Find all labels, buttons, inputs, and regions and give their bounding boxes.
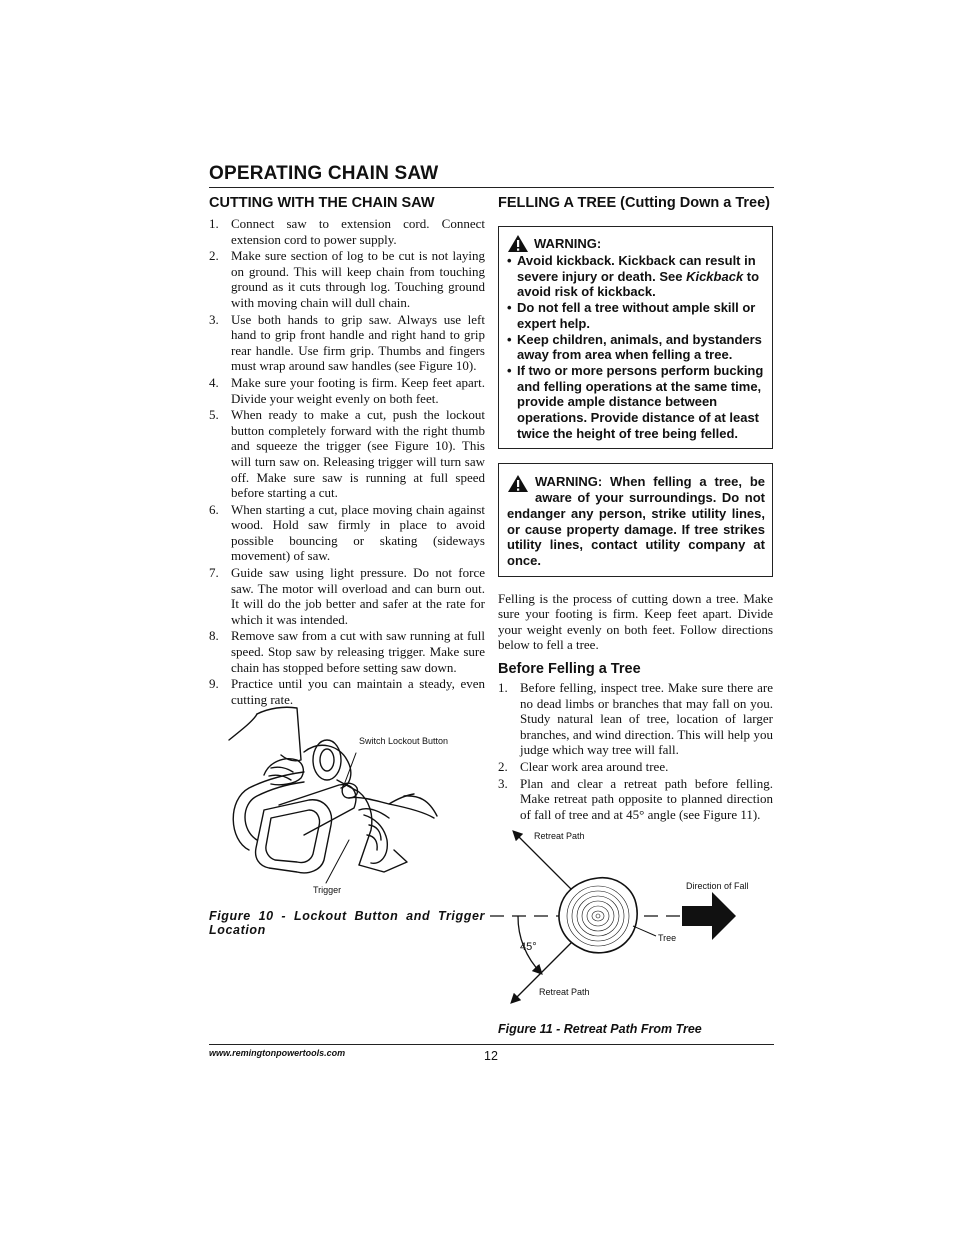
trigger-label: Trigger bbox=[313, 885, 342, 895]
list-item: 3. Use both hands to grip saw. Always use left hand to grip front handle and right hand to grip rear handle. Use firm grip. Thumbs and fingers must wrap around saw handles (see Figure 10). bbox=[209, 311, 485, 374]
list-item: 5. When ready to make a cut, push the lockout button completely forward with the right thumb and squeeze the trigger (see Figure 10). This will turn saw on. Releasing trigger will turn saw off. Make sure saw is running at full speed before starting a cut. bbox=[209, 407, 485, 501]
warning-label: WARNING: bbox=[534, 235, 602, 251]
figure-11-retreat-diagram bbox=[490, 828, 774, 1013]
list-item: 6. When starting a cut, place moving chain against wood. Hold saw firmly in place to avoid possible bouncing or skating (sideways movement) of saw. bbox=[209, 501, 485, 564]
title-rule bbox=[209, 187, 774, 188]
direction-of-fall-arrow bbox=[682, 892, 736, 940]
felling-heading: FELLING A TREE (Cutting Down a Tree) bbox=[498, 195, 771, 211]
footer-rule bbox=[209, 1044, 774, 1045]
right-column bbox=[498, 194, 773, 823]
warning-bullet: • Avoid kickback. Kickback can result in severe injury or death. See Kickback to avoid risk of kickback. bbox=[507, 253, 760, 300]
footer-url: www.remingtonpowertools.com bbox=[209, 1048, 346, 1058]
warning-box-2 bbox=[498, 463, 773, 576]
warning-bullet: • If two or more persons perform bucking and felling operations at the same time, provide ample distance between operations. Provide distance of at least twice the height of tree being felled. bbox=[507, 362, 764, 441]
list-item: 4. Make sure your footing is firm. Keep feet apart. Divide your weight evenly on both feet. bbox=[209, 374, 485, 406]
tree-label: Tree bbox=[658, 933, 677, 943]
left-column bbox=[209, 194, 485, 708]
figure-10-caption: Figure 10 - Lockout Button and Trigger Location bbox=[209, 909, 485, 937]
page-number: 12 bbox=[484, 1049, 498, 1063]
felling-intro: Felling is the process of cutting down a tree. Make sure your footing is firm. Keep feet apart. Divide your weight evenly on both feet. Follow directions below to fell a tree. bbox=[498, 590, 773, 653]
warning-triangle-icon bbox=[507, 234, 529, 253]
list-item: 8. Remove saw from a cut with saw running at full speed. Stop saw by releasing trigger. Make sure chain has stopped before setting saw down. bbox=[209, 628, 485, 675]
list-item: 2. Clear work area around tree. bbox=[498, 759, 669, 774]
tree-stump-icon bbox=[559, 878, 637, 953]
warning-bullet: • Do not fell a tree without ample skill or expert help. bbox=[507, 300, 756, 331]
figure-11-caption: Figure 11 - Retreat Path From Tree bbox=[498, 1022, 702, 1036]
list-item: 1. Before felling, inspect tree. Make sure there are no dead limbs or branches that may fall on you. Study natural lean of tree, location of larger branches, and wind direction. This will help you judge which way tree will fall. bbox=[498, 680, 773, 758]
before-felling-steps bbox=[498, 680, 773, 822]
list-item: 1. Connect saw to extension cord. Connect extension cord to power supply. bbox=[209, 216, 485, 247]
page-title: OPERATING CHAIN SAW bbox=[209, 163, 439, 184]
cutting-heading: CUTTING WITH THE CHAIN SAW bbox=[209, 195, 435, 211]
warning-box-1 bbox=[498, 226, 773, 449]
switch-lockout-label: Switch Lockout Button bbox=[359, 736, 449, 746]
cutting-steps-list bbox=[209, 216, 485, 707]
list-item: 7. Guide saw using light pressure. Do not force saw. The motor will overload and can burn out. It will do the job better and safer at the rate for which it was intended. bbox=[209, 565, 485, 627]
list-item: 9. Practice until you can maintain a steady, even cutting rate. bbox=[209, 676, 485, 707]
retreat-path-bottom-label: Retreat Path bbox=[539, 987, 590, 997]
warning-bullet: • Keep children, animals, and bystanders away from area when felling a tree. bbox=[507, 331, 762, 363]
retreat-path-top-label: Retreat Path bbox=[534, 831, 585, 841]
list-item: 3. Plan and clear a retreat path before felling. Make retreat path opposite to planned direction of fall of tree and at 45° angle (see Figure 11). bbox=[498, 775, 773, 822]
angle-label: 45° bbox=[520, 941, 537, 953]
figure-10-chainsaw-illustration bbox=[209, 700, 485, 900]
before-felling-heading: Before Felling a Tree bbox=[498, 661, 641, 678]
warning-2-text: WARNING: When felling a tree, be aware of your surroundings. Do not endanger any person, strike utility lines, or cause property damage. If tree strikes utility lines, contact utility company at once. bbox=[507, 474, 765, 568]
direction-of-fall-label: Direction of Fall bbox=[686, 881, 749, 891]
warning-triangle-icon bbox=[507, 474, 529, 493]
list-item: 2. Make sure section of log to be cut is not laying on ground. This will keep chain from touching ground as it cuts through log. Touching ground with moving chain will dull chain. bbox=[209, 248, 485, 310]
